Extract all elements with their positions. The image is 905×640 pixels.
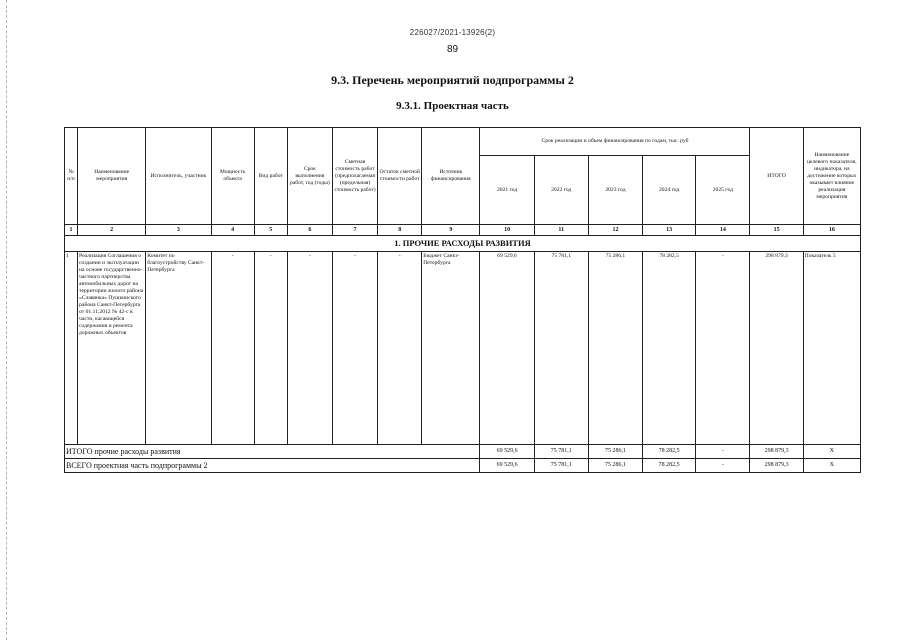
row-estimate: - [332, 252, 377, 445]
subtotal-2024: 78 282,5 [643, 445, 696, 459]
subtotal-row [65, 445, 861, 459]
row-capacity: - [211, 252, 254, 445]
header-executor: Исполнитель, участник [146, 128, 211, 225]
subtotal-2025: - [696, 445, 750, 459]
header-term: Срок выполнения работ, год (годы) [287, 128, 332, 225]
header-name: Наименование мероприятия [78, 128, 146, 225]
grand-total-indicator: Х [803, 459, 860, 473]
row-total: 298 879,3 [750, 252, 803, 445]
header-work-type: Вид работ [254, 128, 287, 225]
page-left-edge [6, 0, 8, 640]
header-num: № п/п [65, 128, 78, 225]
col-number: 2 [78, 225, 146, 236]
header-2023: 2023 год [588, 156, 642, 225]
row-name: Реализация Соглашения о создании и эксплуатации на основе государственно-частного партнерства автомобильных дорог на территории жилого района «Славянка» Пушкинского района Санкт-Петербурга от 01.11.2012 № 42-с в части, касающейся содержания и ремонта дорожных объектов [78, 252, 146, 445]
header-row-top [65, 128, 861, 156]
grand-total-2022: 75 781,1 [534, 459, 588, 473]
section-heading: 9.3. Перечень мероприятий подпрограммы 2 [331, 73, 574, 87]
subtotal-indicator: Х [803, 445, 860, 459]
grand-total-row [65, 459, 861, 473]
row-2025: - [696, 252, 750, 445]
grand-total-2021: 69 529,6 [480, 459, 534, 473]
subtotal-label: ИТОГО прочие расходы развития [65, 445, 480, 459]
col-number: 9 [422, 225, 480, 236]
col-number: 16 [803, 225, 860, 236]
header-indicator: Наименование целевого показателя, индикатора, на достижение которых оказывает влияние реализация мероприятия [803, 128, 860, 225]
row-2022: 75 781,1 [534, 252, 588, 445]
activities-table [64, 127, 861, 473]
document-number: 226027/2021-13926(2) [409, 28, 496, 37]
row-num: 1 [65, 252, 78, 445]
page-number: 89 [446, 44, 459, 55]
header-remainder: Остаток сметной стоимости работ [378, 128, 422, 225]
subtotal-2022: 75 781,1 [534, 445, 588, 459]
header-2024: 2024 год [643, 156, 696, 225]
col-number: 14 [696, 225, 750, 236]
row-source: Бюджет Санкт-Петербурга [422, 252, 480, 445]
header-estimate: Сметная стоимость работ (предполагаемая (предельная) стоимость работ) [332, 128, 377, 225]
col-number: 8 [378, 225, 422, 236]
col-number: 7 [332, 225, 377, 236]
col-number: 4 [211, 225, 254, 236]
section-row [65, 236, 861, 252]
col-number: 15 [750, 225, 803, 236]
subtotal-total: 298 879,3 [750, 445, 803, 459]
grand-total-2024: 78 282,5 [643, 459, 696, 473]
grand-total-label: ВСЕГО проектная часть подпрограммы 2 [65, 459, 480, 473]
col-number: 3 [146, 225, 211, 236]
col-number: 12 [588, 225, 642, 236]
header-years-group: Срок реализации и объем финансирования по годам, тыс. руб [480, 128, 750, 156]
row-term: - [287, 252, 332, 445]
header-2022: 2022 год [534, 156, 588, 225]
row-indicator: Показатель 5 [803, 252, 860, 445]
header-capacity: Мощность объекта [211, 128, 254, 225]
col-number: 1 [65, 225, 78, 236]
subtotal-2021: 69 529,6 [480, 445, 534, 459]
row-remainder: - [378, 252, 422, 445]
header-total: ИТОГО [750, 128, 803, 225]
grand-total-2025: - [696, 459, 750, 473]
row-2021: 69 529,6 [480, 252, 534, 445]
subsection-heading: 9.3.1. Проектная часть [396, 100, 509, 112]
table-row [65, 252, 861, 445]
header-source: Источник финансирования [422, 128, 480, 225]
header-2025: 2025 год [696, 156, 750, 225]
col-number: 5 [254, 225, 287, 236]
col-number: 6 [287, 225, 332, 236]
col-number: 13 [643, 225, 696, 236]
col-number: 11 [534, 225, 588, 236]
section-title: 1. ПРОЧИЕ РАСХОДЫ РАЗВИТИЯ [65, 236, 861, 252]
column-number-row [65, 225, 861, 236]
grand-total-2023: 75 286,1 [588, 459, 642, 473]
row-2023: 75 286,1 [588, 252, 642, 445]
row-work-type: - [254, 252, 287, 445]
row-2024: 78 282,5 [643, 252, 696, 445]
subtotal-2023: 75 286,1 [588, 445, 642, 459]
grand-total-total: 298 879,3 [750, 459, 803, 473]
header-2021: 2021 год [480, 156, 534, 225]
col-number: 10 [480, 225, 534, 236]
row-executor: Комитет по благоустройству Санкт-Петербурга [146, 252, 211, 445]
